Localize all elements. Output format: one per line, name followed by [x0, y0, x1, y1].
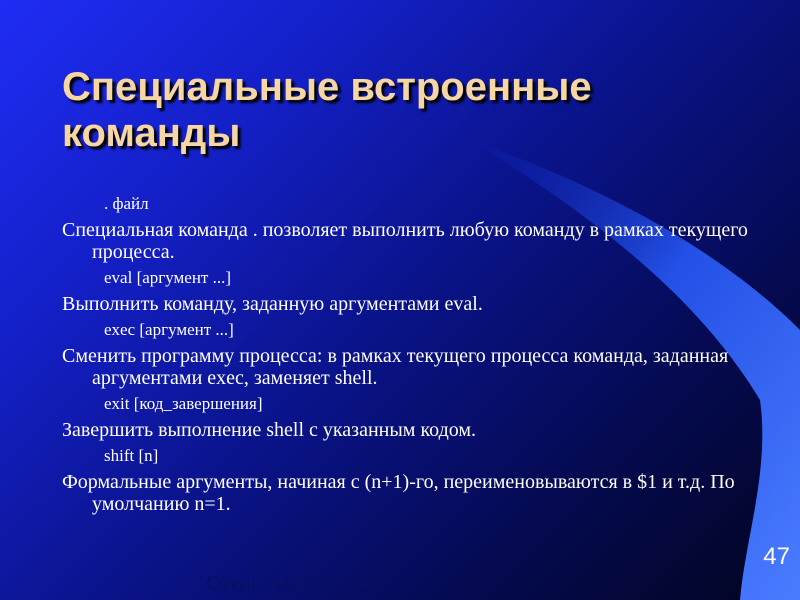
slide-title: Специальные встроенные команды [62, 65, 592, 155]
list-item [62, 319, 752, 389]
list-item [62, 445, 752, 515]
command-description: Завершить выполнение shell с указанным кодом. [62, 419, 477, 441]
command-syntax: eval [аргумент ...] [104, 268, 232, 287]
footer-text: Открытые системы [206, 573, 385, 595]
list-item [62, 267, 752, 315]
command-syntax: exec [аргумент ...] [104, 320, 234, 339]
command-description: Сменить программу процесса: в рамках текущего процесса команда, заданная аргументами exec, заменяет shell. [62, 345, 729, 389]
page-number: 47 [763, 543, 790, 570]
command-syntax: shift [n] [104, 446, 159, 465]
command-description: Формальные аргументы, начиная с (n+1)-го, переименовываются в $1 и т.д. По умолчанию n=1. [62, 471, 735, 515]
command-description: Специальная команда . позволяет выполнить любую команду в рамках текущего процесса. [62, 219, 748, 263]
command-list [62, 193, 752, 519]
command-syntax: exit [код_завершения] [104, 394, 263, 413]
list-item [62, 393, 752, 441]
command-syntax: . файл [104, 194, 149, 213]
list-item [62, 193, 752, 263]
command-description: Выполнить команду, заданную аргументами eval. [62, 293, 483, 315]
